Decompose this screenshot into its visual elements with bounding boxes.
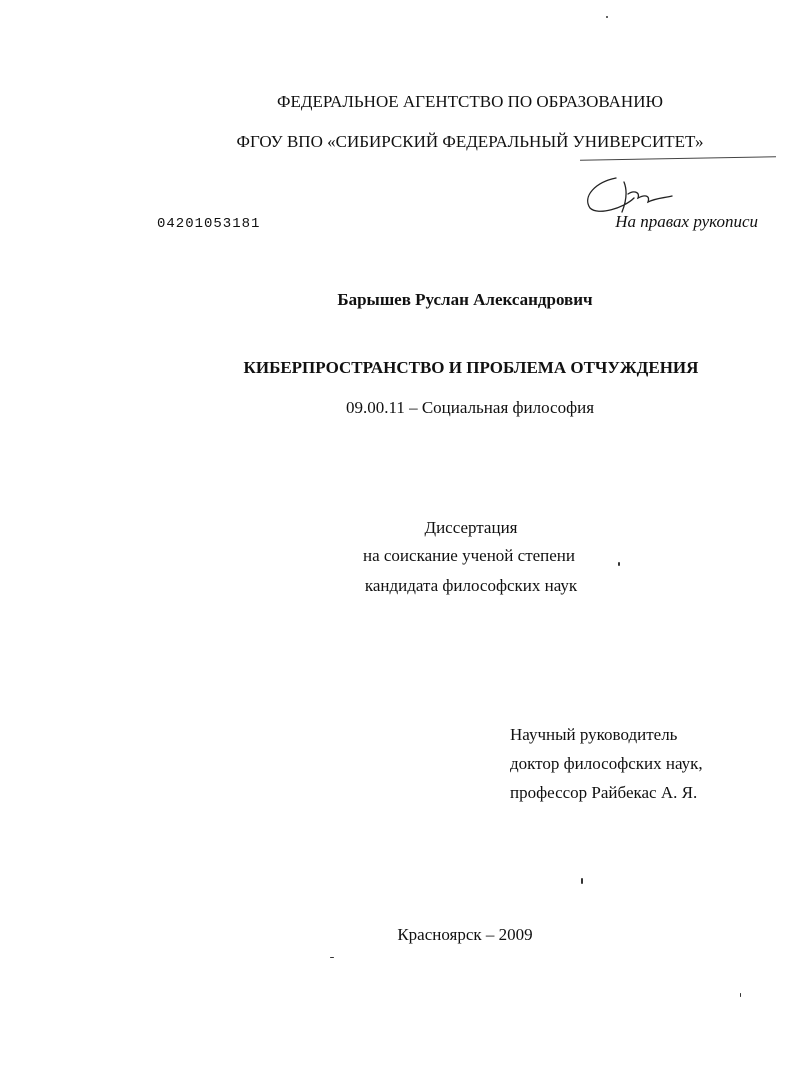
supervisor-role: Научный руководитель bbox=[510, 725, 678, 744]
supervisor-block bbox=[510, 720, 703, 807]
scan-speck bbox=[740, 993, 741, 997]
supervisor-credentials: доктор философских наук, bbox=[510, 754, 703, 773]
catalog-number: 04201053181 bbox=[157, 216, 261, 232]
specialty: 09.00.11 – Социальная философия bbox=[345, 398, 595, 417]
scan-speck bbox=[606, 16, 608, 18]
city-year: Красноярск – 2009 bbox=[397, 925, 533, 944]
university-name: ФГОУ ВПО «СИБИРСКИЙ ФЕДЕРАЛЬНЫЙ УНИВЕРСИТЕТ» bbox=[236, 132, 704, 151]
signature-line bbox=[580, 156, 776, 160]
dissertation-title: КИБЕРПРОСТРАНСТВО И ПРОБЛЕМА ОТЧУЖДЕНИЯ bbox=[243, 358, 699, 377]
agency-name: ФЕДЕРАЛЬНОЕ АГЕНТСТВО ПО ОБРАЗОВАНИЮ bbox=[277, 92, 663, 111]
supervisor-name: профессор Райбекас А. Я. bbox=[510, 783, 698, 802]
document-type: Диссертация bbox=[424, 518, 518, 537]
scan-speck bbox=[330, 957, 334, 958]
scan-speck bbox=[581, 878, 583, 884]
signature-icon bbox=[576, 168, 706, 218]
rights-notice: На правах рукописи bbox=[615, 212, 758, 231]
degree-line-2: кандидата философских наук bbox=[364, 576, 578, 595]
scan-speck bbox=[618, 562, 620, 566]
degree-line-1: на соискание ученой степени bbox=[362, 546, 576, 565]
author-name: Барышев Руслан Александрович bbox=[337, 290, 593, 309]
